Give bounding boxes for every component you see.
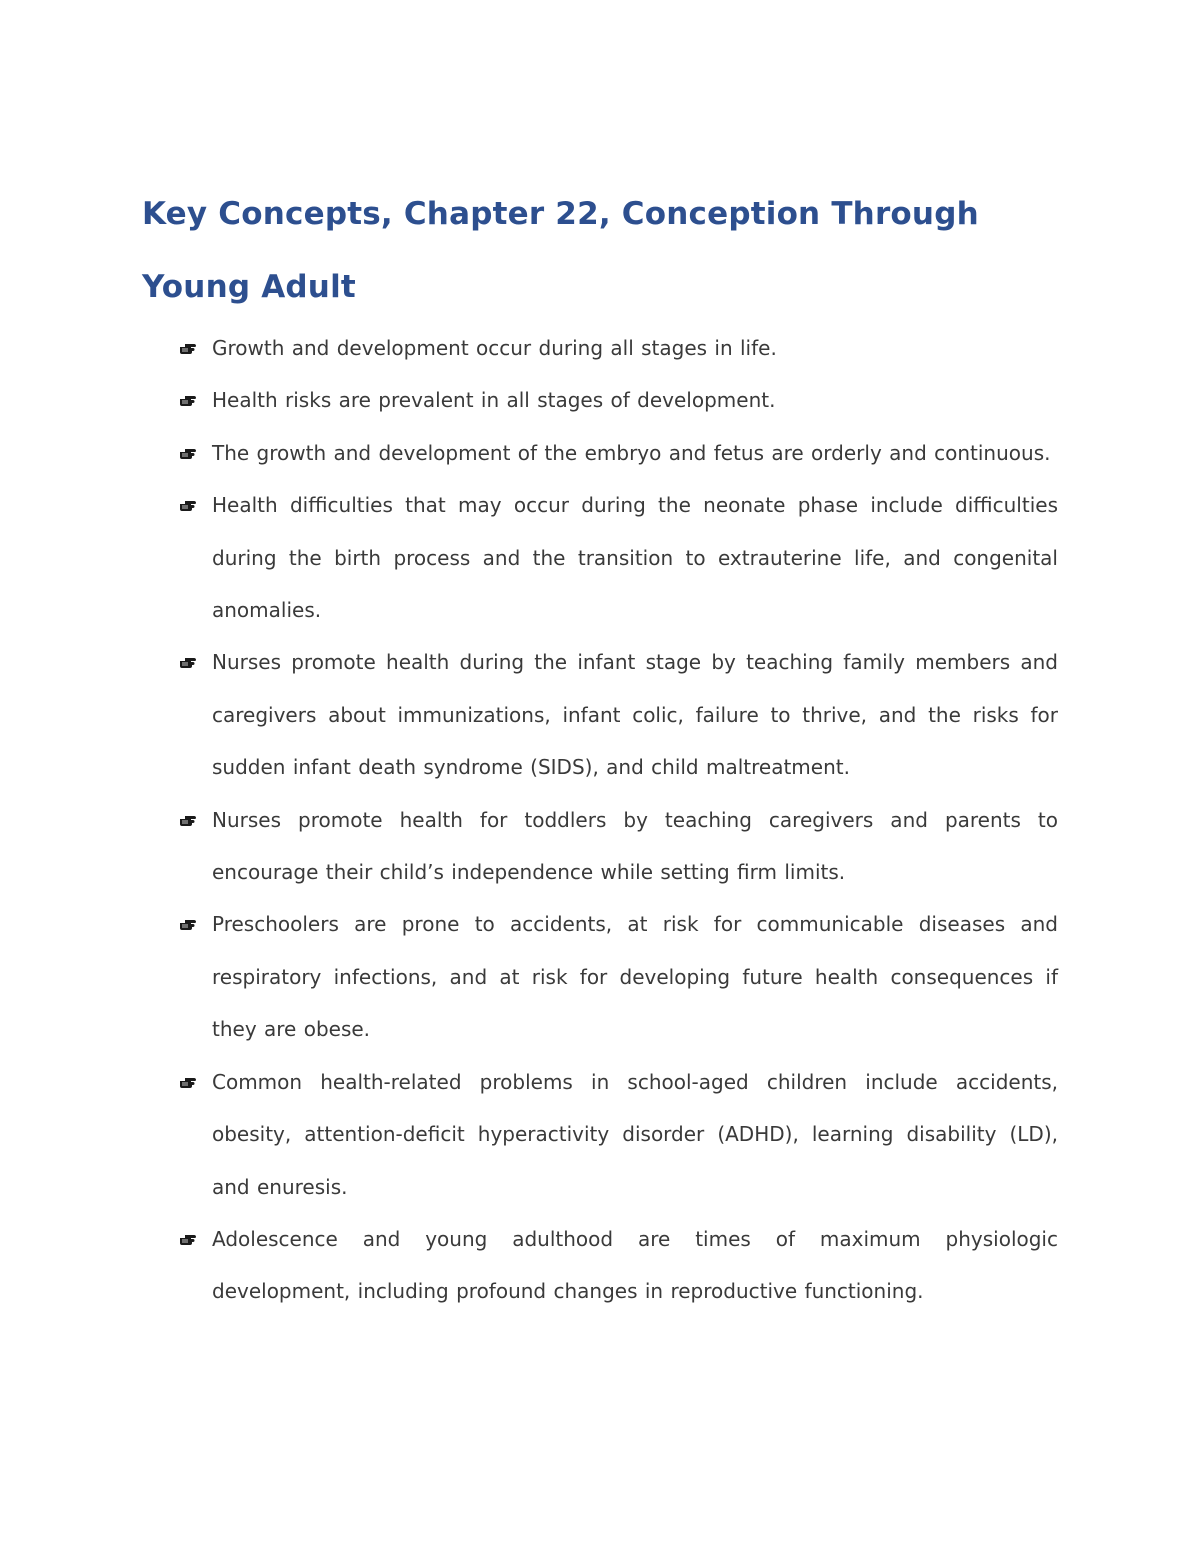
list-item [178, 479, 1058, 636]
pointing-hand-icon [179, 393, 197, 407]
list-item [178, 374, 1058, 426]
concept-text: Preschoolers are prone to accidents, at risk for communicable diseases and respiratory infections, and at risk for developing future health consequences if they are obese. [212, 912, 1058, 1042]
concept-text: Nurses promote health during the infant stage by teaching family members and caregivers about immunizations, infant colic, failure to thrive, and the risks for sudden infant death syndrome (SIDS), and child maltreatment. [212, 650, 1058, 780]
list-item [178, 794, 1058, 899]
page-title: Key Concepts, Chapter 22, Conception Through Young Adult [142, 196, 979, 305]
concept-text: The growth and development of the embryo and fetus are orderly and continuous. [212, 440, 1051, 465]
concept-text: Health difficulties that may occur during the neonate phase include difficulties during the birth process and the transition to extrauterine life, and congenital anomalies. [212, 493, 1058, 623]
list-item [178, 322, 1058, 374]
pointing-hand-icon [179, 1075, 197, 1089]
list-item [178, 1213, 1058, 1318]
pointing-hand-icon [179, 1232, 197, 1246]
key-concepts-list [178, 322, 1058, 1318]
list-item [178, 898, 1058, 1055]
concept-text: Adolescence and young adulthood are times of maximum physiologic development, including profound changes in reproductive functioning. [212, 1226, 1058, 1304]
concept-text: Common health-related problems in school-aged children include accidents, obesity, attention-deficit hyperactivity disorder (ADHD), learning disability (LD), and enuresis. [212, 1069, 1058, 1199]
list-item [178, 1056, 1058, 1213]
pointing-hand-icon [179, 917, 197, 931]
pointing-hand-icon [179, 813, 197, 827]
list-item [178, 427, 1058, 479]
pointing-hand-icon [179, 498, 197, 512]
concept-text: Nurses promote health for toddlers by teaching caregivers and parents to encourage their child’s independence while setting firm limits. [212, 807, 1058, 885]
pointing-hand-icon [179, 446, 197, 460]
concept-text: Growth and development occur during all stages in life. [212, 336, 777, 360]
pointing-hand-icon [179, 341, 197, 355]
list-item [178, 636, 1058, 793]
concept-text: Health risks are prevalent in all stages of development. [212, 388, 776, 413]
pointing-hand-icon [179, 655, 197, 669]
